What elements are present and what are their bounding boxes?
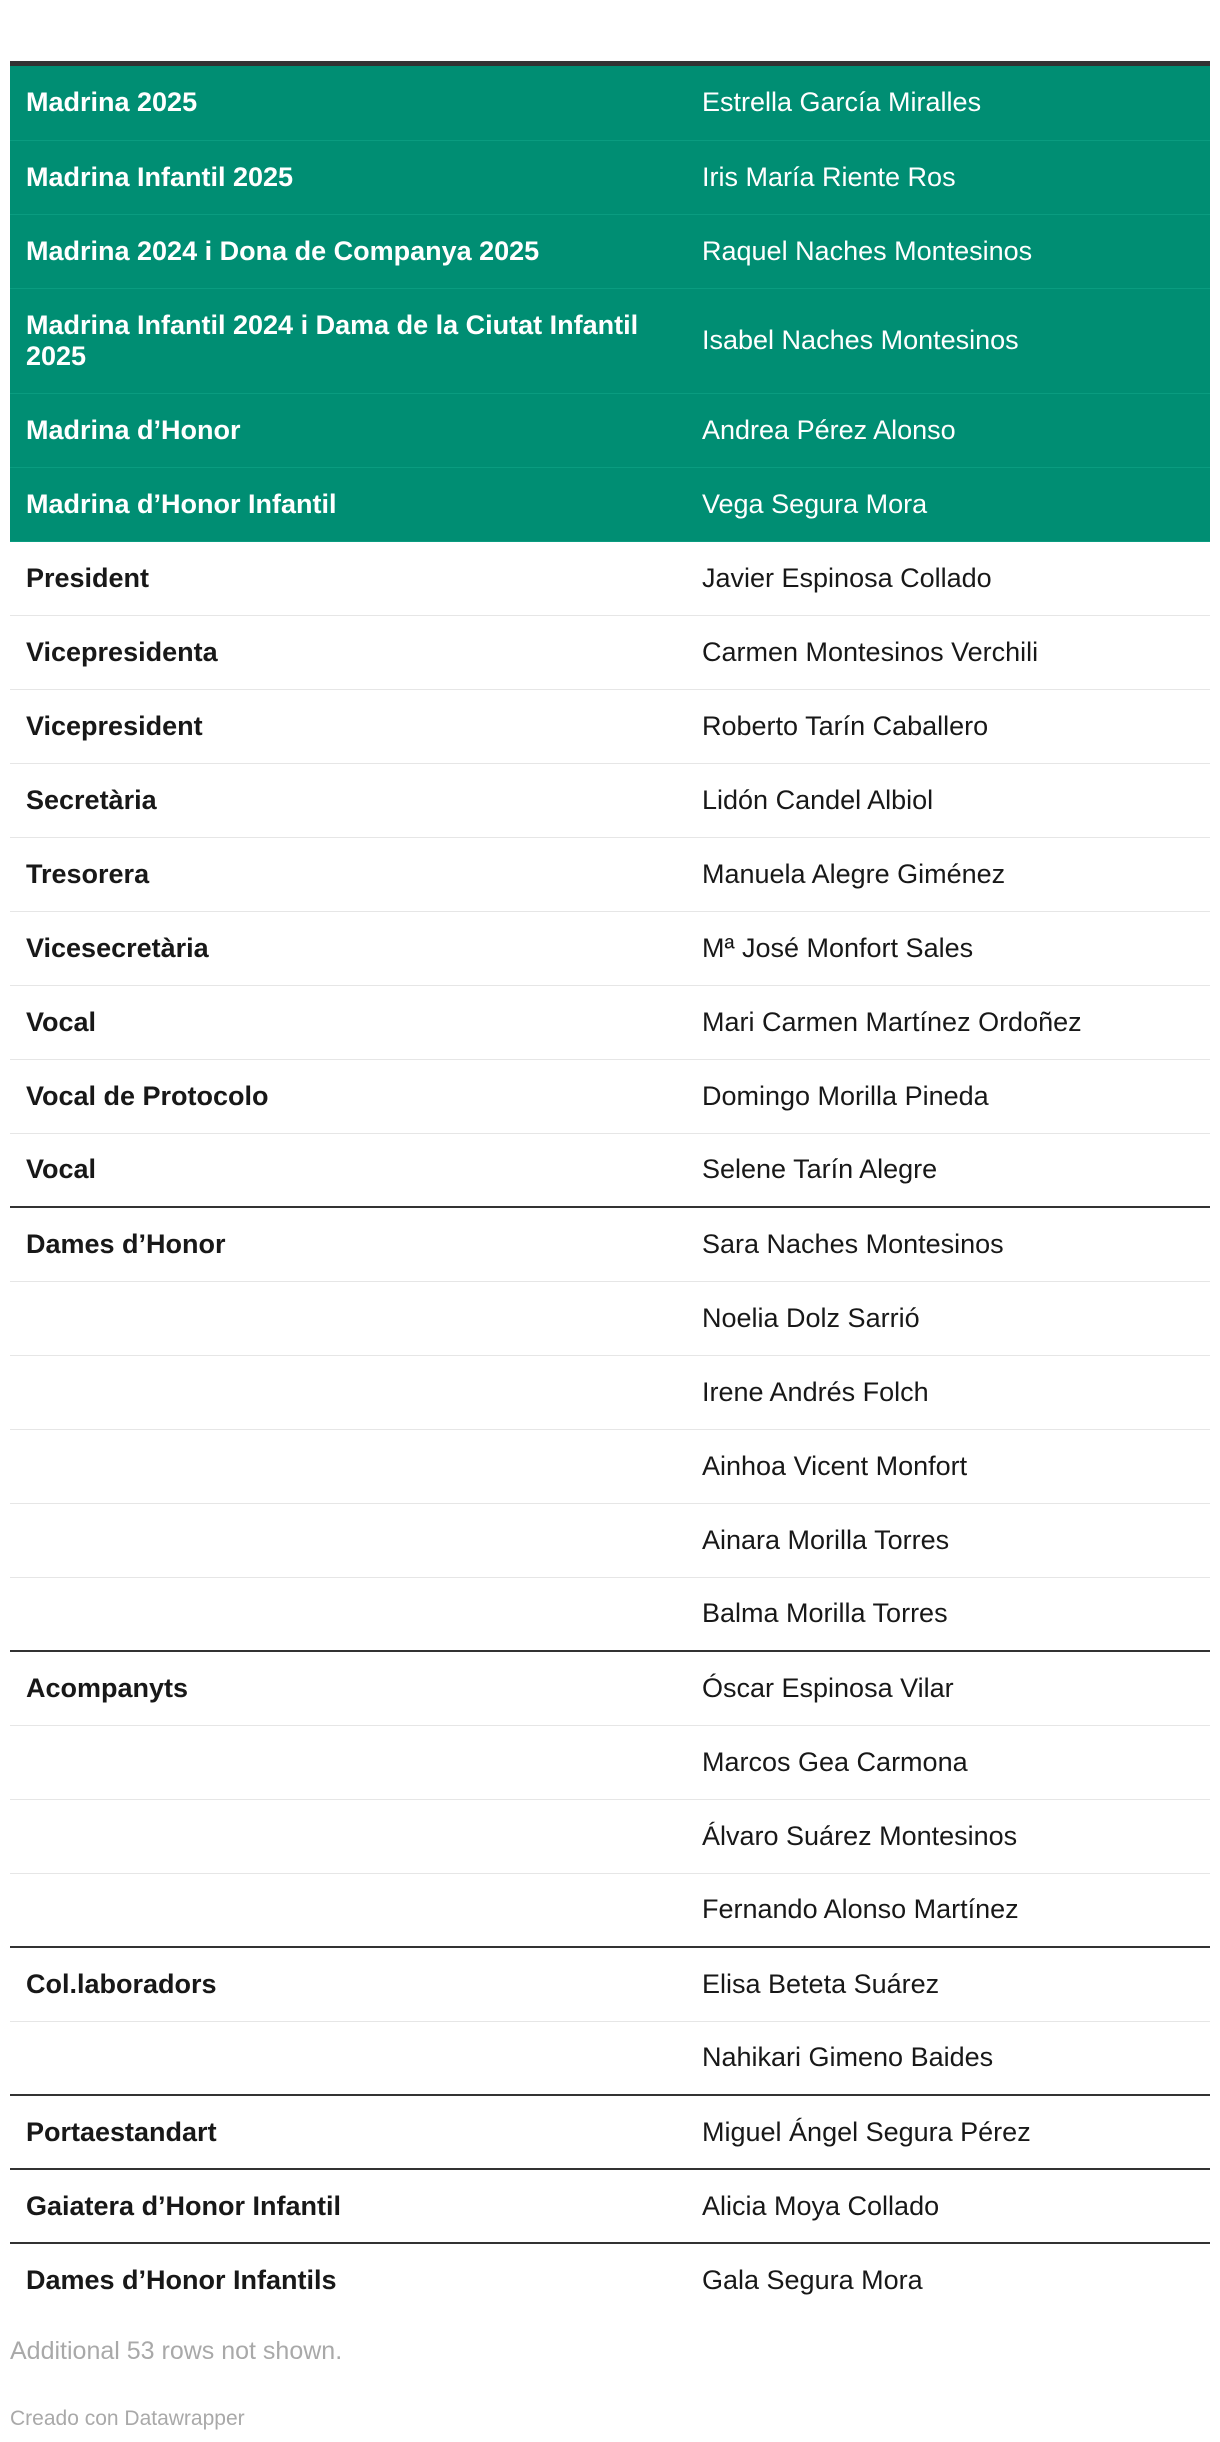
role-cell: Col.laboradors bbox=[10, 1947, 686, 2021]
role-cell bbox=[10, 1281, 686, 1355]
role-cell: Vocal de Protocolo bbox=[10, 1059, 686, 1133]
name-cell: Isabel Naches Montesinos bbox=[686, 288, 1210, 393]
role-cell bbox=[10, 1873, 686, 1947]
role-cell: Madrina Infantil 2025 bbox=[10, 140, 686, 214]
name-cell: Ainara Morilla Torres bbox=[686, 1503, 1210, 1577]
table-row bbox=[10, 615, 1210, 689]
name-cell: Irene Andrés Folch bbox=[686, 1355, 1210, 1429]
role-cell: Tresorera bbox=[10, 837, 686, 911]
table-row bbox=[10, 985, 1210, 1059]
table-row bbox=[10, 467, 1210, 541]
role-cell: Portaestandart bbox=[10, 2095, 686, 2169]
role-cell: Vicepresidenta bbox=[10, 615, 686, 689]
name-cell: Elisa Beteta Suárez bbox=[686, 1947, 1210, 2021]
role-cell bbox=[10, 1799, 686, 1873]
table-row bbox=[10, 1725, 1210, 1799]
role-cell: Madrina 2025 bbox=[10, 66, 686, 140]
table-row bbox=[10, 911, 1210, 985]
table-row bbox=[10, 763, 1210, 837]
role-cell: Vocal bbox=[10, 1133, 686, 1207]
name-cell: Estrella García Miralles bbox=[686, 66, 1210, 140]
table-row bbox=[10, 1429, 1210, 1503]
table-row bbox=[10, 1281, 1210, 1355]
name-cell: Iris María Riente Ros bbox=[686, 140, 1210, 214]
role-cell bbox=[10, 1429, 686, 1503]
roster-table-body bbox=[10, 66, 1210, 2317]
name-cell: Roberto Tarín Caballero bbox=[686, 689, 1210, 763]
name-cell: Mari Carmen Martínez Ordoñez bbox=[686, 985, 1210, 1059]
name-cell: Fernando Alonso Martínez bbox=[686, 1873, 1210, 1947]
role-cell: President bbox=[10, 541, 686, 615]
name-cell: Nahikari Gimeno Baides bbox=[686, 2021, 1210, 2095]
name-cell: Marcos Gea Carmona bbox=[686, 1725, 1210, 1799]
role-cell bbox=[10, 1503, 686, 1577]
name-cell: Selene Tarín Alegre bbox=[686, 1133, 1210, 1207]
roster-table bbox=[10, 61, 1210, 2317]
table-row bbox=[10, 1503, 1210, 1577]
table-row bbox=[10, 2021, 1210, 2095]
name-cell: Domingo Morilla Pineda bbox=[686, 1059, 1210, 1133]
role-cell: Gaiatera d’Honor Infantil bbox=[10, 2169, 686, 2243]
table-row bbox=[10, 2095, 1210, 2169]
role-cell: Vicesecretària bbox=[10, 911, 686, 985]
name-cell: Raquel Naches Montesinos bbox=[686, 214, 1210, 288]
table-row bbox=[10, 140, 1210, 214]
table-row bbox=[10, 214, 1210, 288]
role-cell: Secretària bbox=[10, 763, 686, 837]
name-cell: Ainhoa Vicent Monfort bbox=[686, 1429, 1210, 1503]
role-cell bbox=[10, 2021, 686, 2095]
table-row bbox=[10, 1355, 1210, 1429]
name-cell: Sara Naches Montesinos bbox=[686, 1207, 1210, 1281]
role-cell: Vicepresident bbox=[10, 689, 686, 763]
name-cell: Gala Segura Mora bbox=[702, 2265, 923, 2295]
role-cell: Vocal bbox=[10, 985, 686, 1059]
name-cell: Alicia Moya Collado bbox=[686, 2169, 1210, 2243]
table-row bbox=[10, 2243, 1210, 2317]
role-cell: Madrina Infantil 2024 i Dama de la Ciutat Infantil 2025 bbox=[10, 288, 686, 393]
name-cell: Manuela Alegre Giménez bbox=[686, 837, 1210, 911]
table-row bbox=[10, 66, 1210, 140]
name-cell: Lidón Candel Albiol bbox=[686, 763, 1210, 837]
table-row bbox=[10, 1207, 1210, 1281]
table-row bbox=[10, 1651, 1210, 1725]
table-row bbox=[10, 1059, 1210, 1133]
table-row bbox=[10, 288, 1210, 393]
role-cell: Madrina d’Honor Infantil bbox=[10, 467, 686, 541]
table-row bbox=[10, 1799, 1210, 1873]
table-row bbox=[10, 541, 1210, 615]
name-cell: Carmen Montesinos Verchili bbox=[686, 615, 1210, 689]
table-row bbox=[10, 1873, 1210, 1947]
table-row bbox=[10, 393, 1210, 467]
role-cell bbox=[10, 1577, 686, 1651]
role-cell: Dames d’Honor bbox=[10, 1207, 686, 1281]
table-row bbox=[10, 1133, 1210, 1207]
table-row bbox=[10, 1577, 1210, 1651]
role-cell: Madrina d’Honor bbox=[10, 393, 686, 467]
name-cell: Noelia Dolz Sarrió bbox=[686, 1281, 1210, 1355]
name-cell: Mª José Monfort Sales bbox=[686, 911, 1210, 985]
name-cell: Óscar Espinosa Vilar bbox=[686, 1651, 1210, 1725]
role-cell: Dames d’Honor Infantils bbox=[26, 2265, 337, 2295]
role-cell: Madrina 2024 i Dona de Companya 2025 bbox=[10, 214, 686, 288]
table-row bbox=[10, 837, 1210, 911]
name-cell: Vega Segura Mora bbox=[686, 467, 1210, 541]
table-row bbox=[10, 1947, 1210, 2021]
name-cell: Balma Morilla Torres bbox=[686, 1577, 1210, 1651]
datawrapper-credit: Creado con Datawrapper bbox=[10, 2407, 245, 2430]
name-cell: Álvaro Suárez Montesinos bbox=[686, 1799, 1210, 1873]
role-cell bbox=[10, 1355, 686, 1429]
table-row bbox=[10, 689, 1210, 763]
table-row bbox=[10, 2169, 1210, 2243]
rows-not-shown-note: Additional 53 rows not shown. bbox=[10, 2337, 343, 2365]
name-cell: Javier Espinosa Collado bbox=[686, 541, 1210, 615]
role-cell bbox=[10, 1725, 686, 1799]
role-cell: Acompanyts bbox=[10, 1651, 686, 1725]
name-cell: Andrea Pérez Alonso bbox=[686, 393, 1210, 467]
name-cell: Miguel Ángel Segura Pérez bbox=[686, 2095, 1210, 2169]
